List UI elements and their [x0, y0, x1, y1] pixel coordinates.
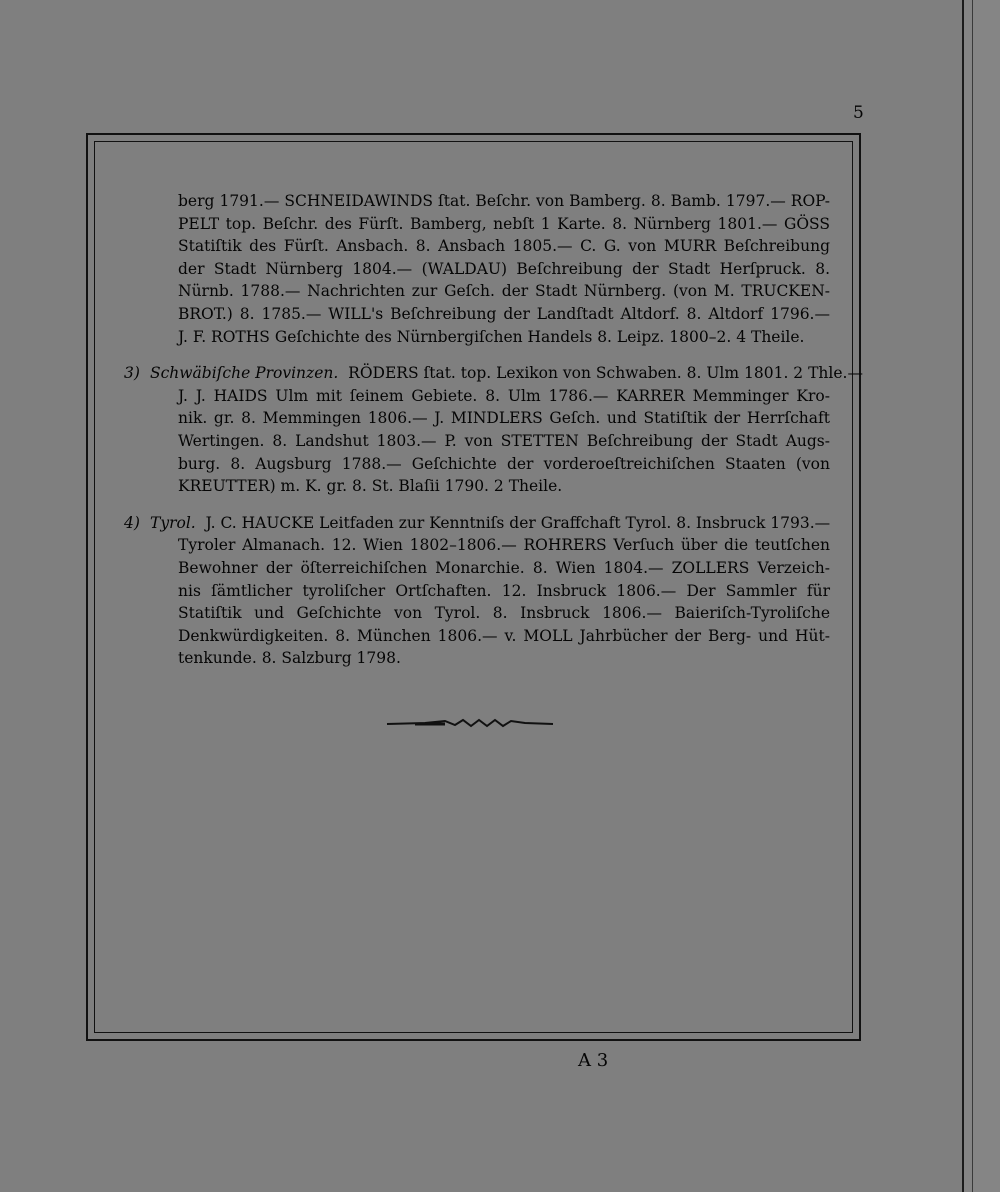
text-line: Wertingen. 8. Landshut 1803.— P. von STETTEN Beſchreibung der Stadt Augs-: [178, 431, 830, 450]
text-line: tenkunde. 8. Salzburg 1798.: [178, 649, 401, 668]
text-line: berg 1791.— SCHNEIDAWINDS ſtat. Beſchr. von Bamberg. 8. Bamb. 1797.— ROP-: [178, 192, 830, 210]
entry-head-line: [118, 362, 863, 385]
text-line: Bewohner der öſterreichiſchen Monarchie. 8. Wien 1804.— ZOLLERS Verzeich-: [178, 558, 830, 577]
text-line: BROT.) 8. 1785.— WILL's Beſchreibung der Landſtadt Altdorf. 8. Altdorf 1796.—: [178, 304, 830, 323]
text-line: burg. 8. Augsburg 1788.— Geſchichte der vorderoeſtreichiſchen Staaten (von: [178, 454, 830, 473]
text-line: nik. gr. 8. Memmingen 1806.— J. MINDLERS Geſch. und Statiſtik der Herrſchaft: [178, 409, 830, 428]
text-line: Statiſtik und Geſchichte von Tyrol. 8. Insbruck 1806.— Baieriſch-Tyroliſche: [178, 604, 830, 623]
text-line: der Stadt Nürnberg 1804.— (WALDAU) Beſchreibung der Stadt Herſpruck. 8.: [178, 259, 830, 278]
text-line: Tyroler Almanach. 12. Wien 1802–1806.— ROHRERS Verſuch über die teutſchen: [178, 536, 830, 555]
text-line: Nürnb. 1788.— Nachrichten zur Geſch. der Stadt Nürnberg. (von M. TRUCKEN-: [178, 282, 830, 301]
signature-mark: A 3: [578, 1050, 609, 1071]
entry-title: Schwäbiſche Provinzen.: [150, 364, 339, 383]
entry-number: 3): [124, 364, 140, 383]
ornament-rule: [385, 716, 555, 730]
page-edge: [962, 0, 1000, 1192]
text-body: [118, 190, 863, 684]
text-line: KREUTTER) m. K. gr. 8. St. Blaſii 1790. 2 Theile.: [178, 477, 563, 496]
text-line: J. F. ROTHS Geſchichte des Nürnbergiſchen Handels 8. Leipz. 1800–2. 4 Theile.: [178, 327, 805, 346]
entry-continued: [118, 190, 830, 348]
entry-schwaben: [118, 362, 863, 498]
entry-head-line: [118, 512, 830, 535]
text-line: Denkwürdigkeiten. 8. München 1806.— v. MOLL Jahrbücher der Berg- und Hüt-: [178, 626, 830, 645]
entry-tyrol: [118, 512, 830, 670]
text-line: J. J. HAIDS Ulm mit ſeinem Gebiete. 8. Ulm 1786.— KARRER Memminger Kro-: [178, 386, 830, 405]
text-line: nis ſämtlicher tyroliſcher Ortſchaften. 12. Insbruck 1806.— Der Sammler für: [178, 581, 830, 600]
text-line: Statiſtik des Fürſt. Ansbach. 8. Ansbach 1805.— C. G. von MURR Beſchreibung: [178, 237, 830, 256]
page-number: 5: [853, 103, 864, 123]
text-line: RÖDERS ſtat. top. Lexikon von Schwaben. 8. Ulm 1801. 2 Thle.—: [348, 364, 863, 383]
entry-title: Tyrol.: [150, 513, 196, 532]
text-line: J. C. HAUCKE Leitfaden zur Kenntniſs der Graffchaft Tyrol. 8. Insbruck 1793.—: [205, 513, 831, 532]
entry-number: 4): [124, 513, 140, 532]
text-line: PELT top. Beſchr. des Fürſt. Bamberg, nebſt 1 Karte. 8. Nürnberg 1801.— GÖSS: [178, 214, 830, 233]
